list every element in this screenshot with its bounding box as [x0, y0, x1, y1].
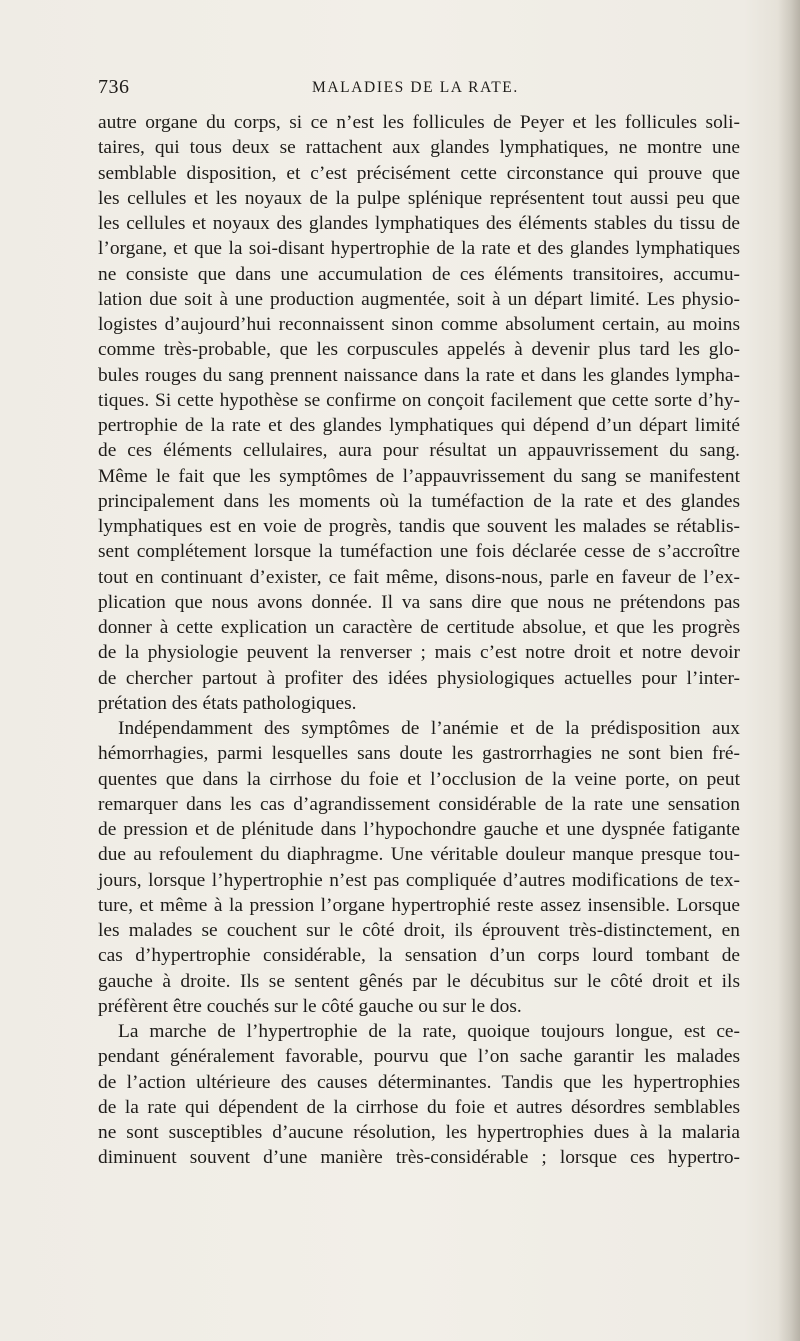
text-line: remarquer dans les cas d’agrandissement considérable de la rate une sensation	[98, 793, 740, 815]
text-line-paragraph-end: préfèrent être couchés sur le côté gauche ou sur le dos.	[98, 995, 522, 1017]
text-line: taires, qui tous deux se rattachent aux glandes lymphatiques, ne montre une	[98, 137, 740, 159]
text-line: ture, et même à la pression l’organe hypertrophié reste assez insensible. Lorsque	[98, 894, 740, 916]
text-line: plication que nous avons donnée. Il va sans dire que nous ne prétendons pas	[98, 591, 740, 613]
text-line: diminuent souvent d’une manière très-considérable ; lorsque ces hypertro-	[98, 1147, 740, 1169]
text-line: de chercher partout à profiter des idées physiologiques actuelles pour l’inter-	[98, 667, 740, 689]
text-line: jours, lorsque l’hypertrophie n’est pas compliquée d’autres modifications de tex-	[98, 869, 740, 891]
text-line: sent complétement lorsque la tuméfaction une fois déclarée cesse de s’accroître	[98, 541, 740, 563]
text-line: de l’action ultérieure des causes déterminantes. Tandis que les hypertrophies	[98, 1071, 740, 1093]
text-line: pertrophie de la rate et des glandes lymphatiques qui dépend d’un départ limité	[98, 415, 740, 436]
text-line: de la physiologie peuvent la renverser ; mais c’est notre droit et notre devoir	[98, 642, 740, 664]
text-line: principalement dans les moments où la tuméfaction de la rate et des glandes	[98, 490, 740, 512]
text-line-paragraph-end: prétation des états pathologiques.	[98, 692, 357, 714]
text-line: les cellules et les noyaux de la pulpe splénique représentent tout aussi peu que	[98, 187, 740, 209]
text-line: gauche à droite. Ils se sentent gênés par le décubitus sur le côté droit et ils	[98, 970, 740, 992]
page-number: 736	[98, 76, 130, 98]
text-line-paragraph-start: Indépendamment des symptômes de l’anémie et de la prédisposition aux	[118, 718, 740, 739]
body-text	[98, 110, 740, 1171]
text-line: tout en continuant d’exister, ce fait même, disons-nous, parle en faveur de l’ex-	[98, 566, 740, 588]
text-line: lymphatiques est en voie de progrès, tandis que souvent les malades se rétablis-	[98, 516, 740, 537]
text-line: donner à cette explication un caractère de certitude absolue, et que les progrès	[98, 617, 740, 638]
text-line: les malades se couchent sur le côté droit, ils éprouvent très-distinctement, en	[98, 920, 740, 941]
text-line: Même le fait que les symptômes de l’appauvrissement du sang se manifestent	[98, 465, 740, 487]
text-line: logistes d’aujourd’hui reconnaissent sinon comme absolument certain, au moins	[98, 314, 740, 335]
text-line: cas d’hypertrophie considérable, la sensation d’un corps lourd tombant de	[98, 945, 740, 967]
text-line: autre organe du corps, si ce n’est les follicules de Peyer et les follicules soli-	[98, 112, 740, 133]
text-line: lation due soit à une production augmentée, soit à un départ limité. Les physio-	[98, 288, 740, 310]
text-line: de la rate qui dépendent de la cirrhose du foie et autres désordres semblables	[98, 1096, 740, 1118]
text-line: quentes que dans la cirrhose du foie et l’occlusion de la veine porte, on peut	[98, 768, 740, 790]
text-line: comme très-probable, que les corpuscules appelés à devenir plus tard les glo-	[98, 339, 740, 361]
text-line: de pression et de plénitude dans l’hypochondre gauche et une dyspnée fatigante	[98, 819, 740, 840]
text-line: de ces éléments cellulaires, aura pour résultat un appauvrissement du sang.	[98, 440, 740, 462]
text-line-paragraph-start: La marche de l’hypertrophie de la rate, quoique toujours longue, est ce-	[118, 1021, 740, 1042]
text-line: ne consiste que dans une accumulation de ces éléments transitoires, accumu-	[98, 263, 740, 285]
text-line: bules rouges du sang prennent naissance dans la rate et dans les glandes lympha-	[98, 364, 740, 386]
text-line: ne sont susceptibles d’aucune résolution, les hypertrophies dues à la malaria	[98, 1122, 740, 1143]
text-line: les cellules et noyaux des glandes lymphatiques des éléments stables du tissu de	[98, 213, 740, 234]
page-header	[98, 76, 738, 106]
page-edge-shadow	[778, 0, 800, 1341]
text-line: hémorrhagies, parmi lesquelles sans doute les gastrorrhagies ne sont bien fré-	[98, 743, 740, 765]
text-line: tiques. Si cette hypothèse se confirme on conçoit facilement que cette sorte d’hy-	[98, 389, 740, 411]
text-line: l’organe, et que la soi-disant hypertrophie de la rate et des glandes lymphatiques	[98, 238, 740, 260]
running-head: MALADIES DE LA RATE.	[312, 79, 519, 96]
text-line: semblable disposition, et c’est précisément cette circonstance qui prouve que	[98, 162, 740, 184]
text-line: due au refoulement du diaphragme. Une véritable douleur manque presque tou-	[98, 844, 740, 866]
text-line: pendant généralement favorable, pourvu que l’on sache garantir les malades	[98, 1046, 740, 1068]
